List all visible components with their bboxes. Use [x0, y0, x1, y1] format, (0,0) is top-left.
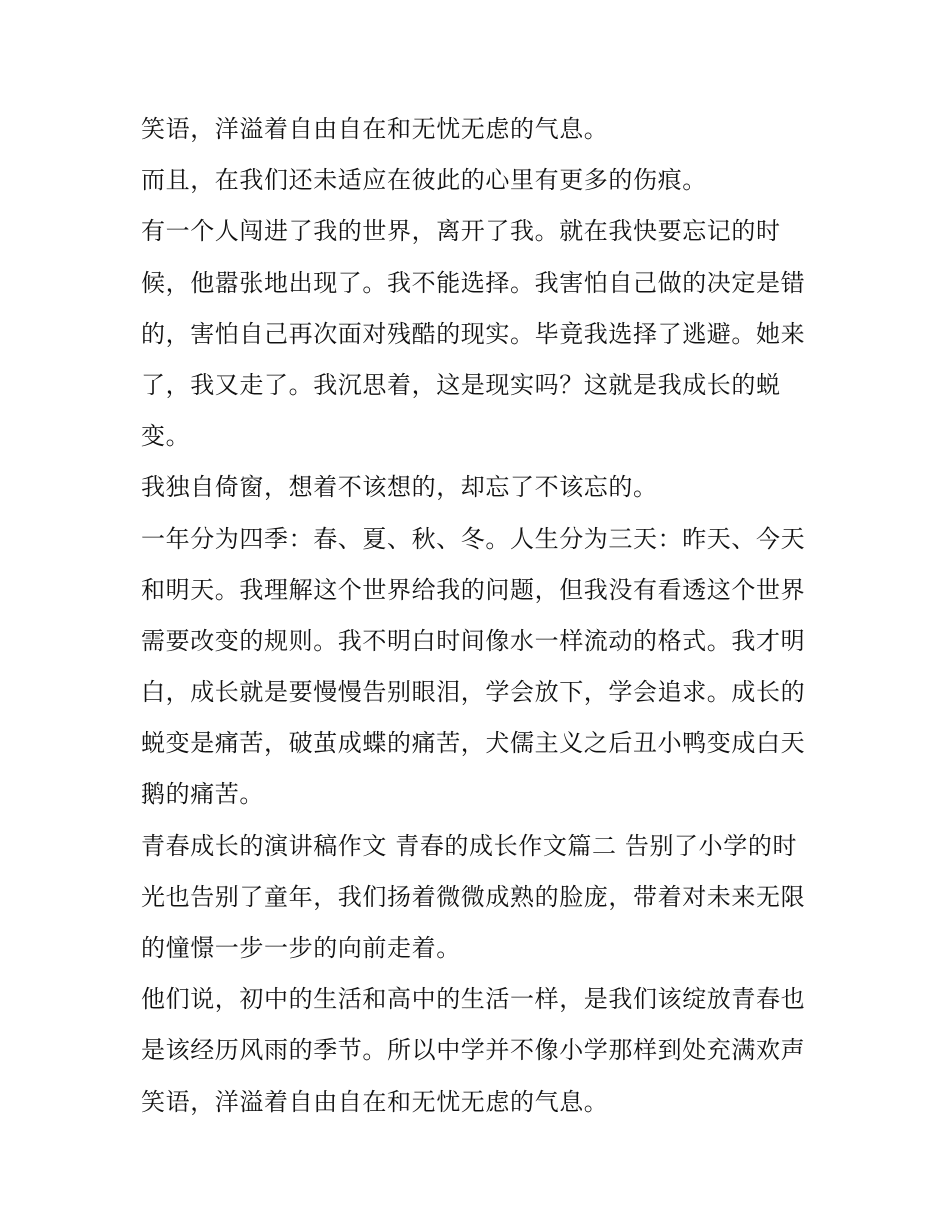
text-line: 笑语，洋溢着自由自在和无忧无虑的气息。 [141, 1087, 609, 1116]
text-line: 需要改变的规则。我不明白时间像水一样流动的格式。我才明 [141, 626, 806, 655]
text-line: 的憧憬一步一步的向前走着。 [141, 934, 461, 962]
text-line: 的，害怕自己再次面对残酷的现实。毕竟我选择了逃避。她来 [141, 319, 806, 348]
text-line: 蜕变是痛苦，破茧成蝶的痛苦，犬儒主义之后丑小鸭变成白天 [141, 729, 806, 758]
text-line: 和明天。我理解这个世界给我的问题，但我没有看透这个世界 [141, 575, 806, 604]
text-line: 他们说，初中的生活和高中的生活一样，是我们该绽放青春也 [141, 985, 806, 1014]
text-line: 我独自倚窗，想着不该想的，却忘了不该忘的。 [141, 473, 658, 502]
text-line: 一年分为四季：春、夏、秋、冬。人生分为三天：昨天、今天 [141, 524, 806, 553]
text-line: 青春成长的演讲稿作文 青春的成长作文篇二 告别了小学的时 [141, 831, 798, 860]
text-line: 光也告别了童年，我们扬着微微成熟的脸庞，带着对未来无限 [141, 882, 806, 911]
text-line: 了，我又走了。我沉思着，这是现实吗？这就是我成长的蜕 [141, 370, 781, 399]
text-line: 白，成长就是要慢慢告别眼泪，学会放下，学会追求。成长的 [141, 678, 806, 707]
text-line: 候，他嚣张地出现了。我不能选择。我害怕自己做的决定是错 [141, 268, 806, 297]
text-line: 变。 [141, 422, 191, 451]
text-line: 笑语，洋溢着自由自在和无忧无虑的气息。 [141, 115, 609, 143]
text-line: 有一个人闯进了我的世界，离开了我。就在我快要忘记的时 [141, 217, 781, 246]
text-line: 而且，在我们还未适应在彼此的心里有更多的伤痕。 [141, 166, 707, 195]
text-line: 是该经历风雨的季节。所以中学并不像小学那样到处充满欢声 [141, 1036, 806, 1065]
document-body [141, 104, 821, 1128]
text-line: 鹅的痛苦。 [141, 780, 264, 809]
